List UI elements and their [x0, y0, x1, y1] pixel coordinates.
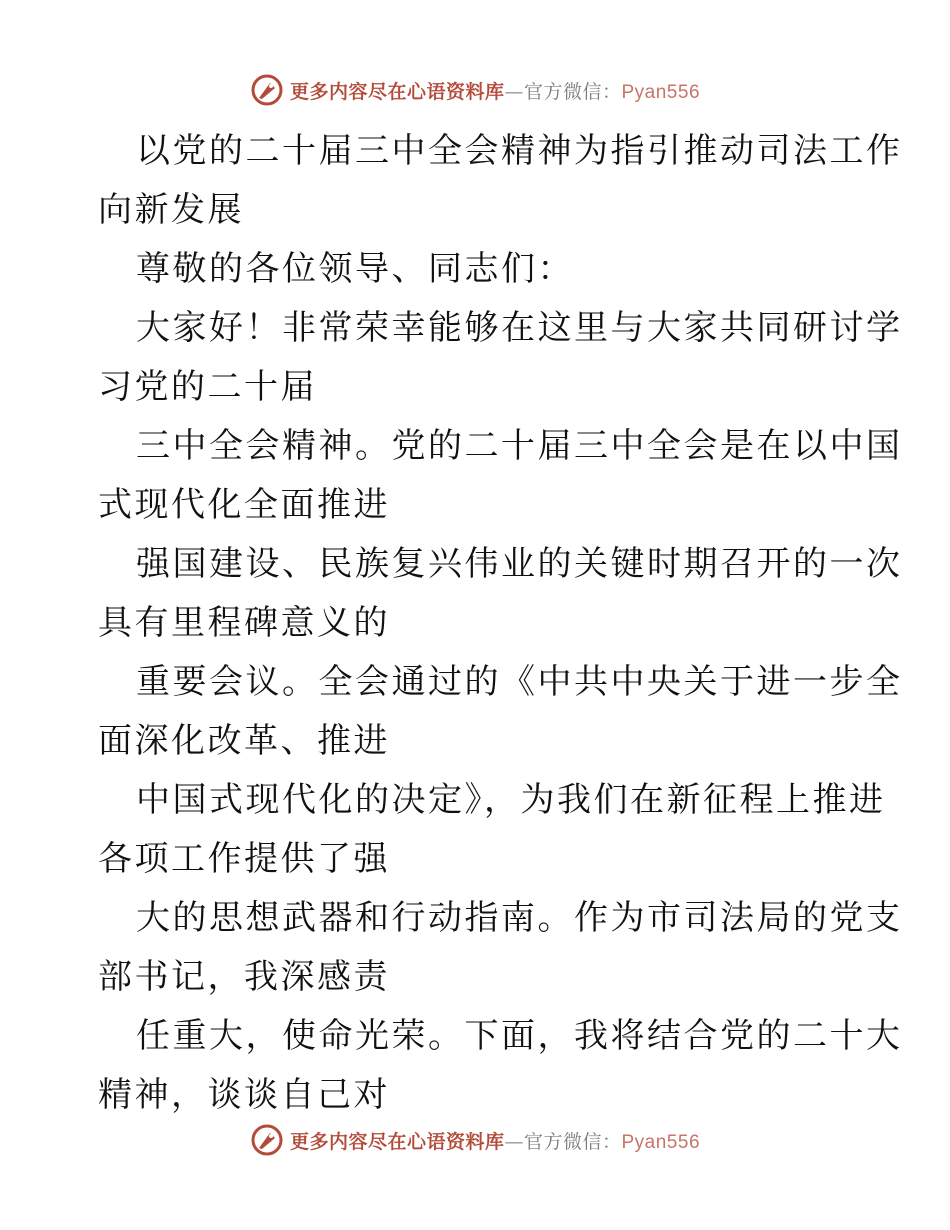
banner-wechat-id: Pyan556 [621, 81, 701, 103]
paragraph-line: 大家好！非常荣幸能够在这里与大家共同研讨学 [136, 308, 903, 348]
pen-nib-logo-icon [250, 1123, 284, 1157]
paragraph-line: 精神，谈谈自己对 [98, 1075, 390, 1115]
banner-site-text: 更多内容尽在心语资料库 [289, 1130, 505, 1153]
paragraph-line: 具有里程碑意义的 [98, 603, 390, 643]
paragraph-line: 习党的二十届 [98, 367, 317, 407]
paragraph-line: 部书记，我深感责 [98, 957, 390, 997]
paragraph-line: 强国建设、民族复兴伟业的关键时期召开的一次 [136, 544, 903, 584]
banner-separator: — [504, 80, 524, 103]
banner-wechat-id: Pyan556 [621, 1131, 701, 1153]
paragraph-line: 面深化改革、推进 [98, 721, 390, 761]
header-banner [0, 70, 950, 110]
document-body [98, 122, 903, 1125]
banner-wechat-label: 官方微信： [523, 80, 622, 103]
banner-separator: — [504, 1130, 524, 1153]
paragraph-line: 中国式现代化的决定》，为我们在新征程上推进 [136, 780, 886, 820]
salutation-line: 尊敬的各位领导、同志们： [136, 249, 574, 289]
paragraph-line: 各项工作提供了强 [98, 839, 390, 879]
title-line-1: 以党的二十届三中全会精神为指引推动司法工作 [136, 131, 903, 171]
paragraph-line: 式现代化全面推进 [98, 485, 390, 525]
paragraph-line: 三中全会精神。党的二十届三中全会是在以中国 [136, 426, 903, 466]
footer-banner [0, 1120, 950, 1160]
banner-site-text: 更多内容尽在心语资料库 [289, 80, 505, 103]
paragraph-line: 重要会议。全会通过的《中共中央关于进一步全 [136, 662, 903, 702]
paragraph-line: 任重大，使命光荣。下面，我将结合党的二十大 [136, 1016, 903, 1056]
title-line-2: 向新发展 [98, 190, 244, 230]
banner-wechat-label: 官方微信： [523, 1130, 622, 1153]
paragraph-line: 大的思想武器和行动指南。作为市司法局的党支 [136, 898, 903, 938]
pen-nib-logo-icon [250, 73, 284, 107]
